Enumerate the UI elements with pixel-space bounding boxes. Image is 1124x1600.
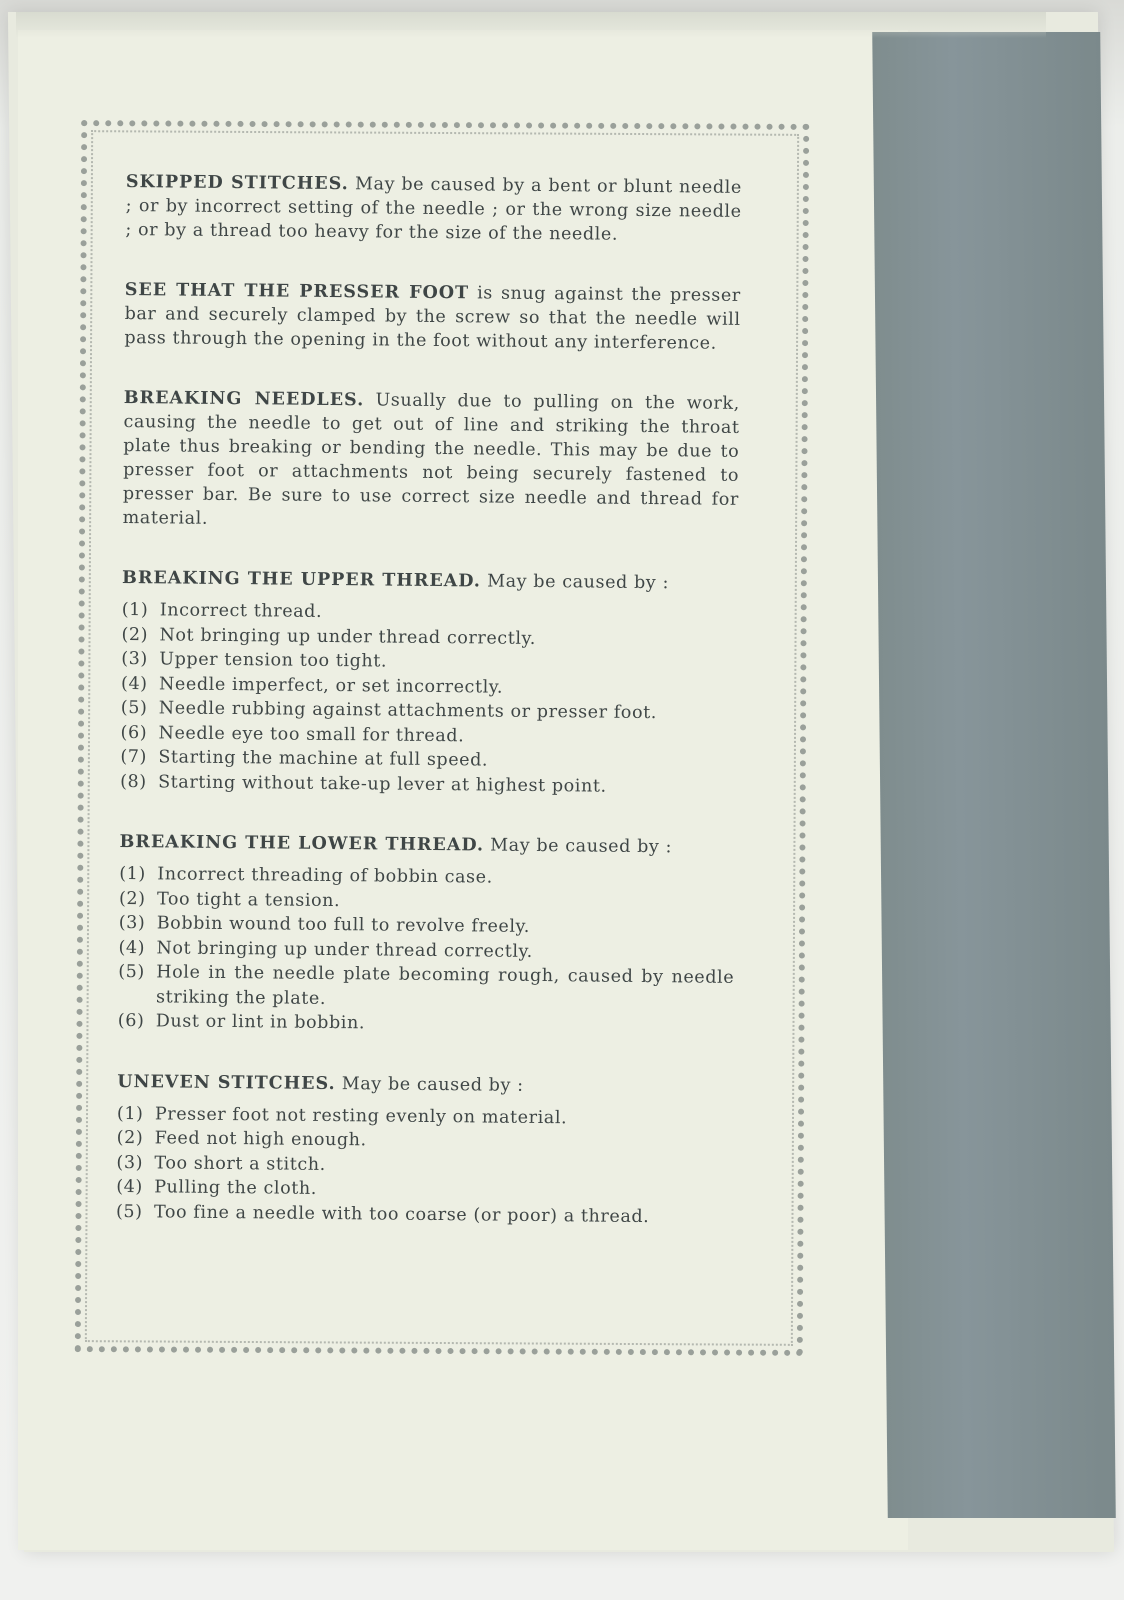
item-number: (5) — [118, 961, 145, 983]
item-text: Starting the machine at full speed. — [158, 747, 489, 771]
item-text: Presser foot not resting evenly on material. — [154, 1103, 568, 1128]
body-breaking-needles: Usually due to pulling on the work, causing the needle to get out of line and striking the throat plate thus breaking or bending the needle. This may be due to presser foot or attachments not being securely fastened to presser bar. Be sure to use correct size needle and thread for material. — [122, 390, 740, 529]
item-text: Not bringing up under thread correctly. — [156, 937, 534, 962]
intro-lower-thread: May be caused by : — [483, 835, 673, 858]
item-text: Feed not high enough. — [154, 1128, 367, 1151]
item-text: Needle rubbing against attachments or presser foot. — [158, 698, 658, 724]
item-text: Upper tension too tight. — [159, 649, 388, 672]
item-text: Too short a stitch. — [154, 1152, 326, 1175]
list-uneven-stitches — [116, 1101, 733, 1229]
heading-presser-foot: SEE THAT THE PRESSER FOOT — [124, 279, 470, 304]
list-item — [118, 960, 734, 1015]
item-text: Dust or lint in bobbin. — [155, 1011, 366, 1034]
item-number: (3) — [118, 912, 146, 934]
item-text: Too tight a tension. — [156, 888, 341, 911]
item-number: (4) — [118, 937, 146, 958]
item-text: Incorrect thread. — [159, 600, 323, 622]
item-number: (5) — [120, 697, 148, 719]
item-number: (2) — [118, 888, 146, 909]
troubleshooting-text — [116, 170, 742, 1230]
body-skipped-stitches: May be caused by a bent or blunt needle ; or by incorrect setting of the needle ; or the wrong size needle ; or by a thread too heavy for the size of the needle. — [125, 174, 742, 245]
booklet-cover-strip — [872, 32, 1116, 1518]
item-text: Pulling the cloth. — [154, 1177, 318, 1199]
item-number: (1) — [121, 599, 149, 621]
item-number: (8) — [120, 771, 147, 792]
heading-uneven-stitches: UNEVEN STITCHES. — [117, 1071, 336, 1094]
paragraph-uneven-stitches — [117, 1069, 733, 1099]
item-number: (5) — [115, 1201, 143, 1222]
paragraph-breaking-needles — [123, 386, 740, 536]
item-number: (6) — [120, 722, 148, 743]
list-lower-thread — [118, 862, 736, 1039]
item-text: Needle eye too small for thread. — [158, 722, 465, 746]
paragraph-skipped-stitches — [125, 170, 742, 248]
list-upper-thread — [120, 598, 738, 800]
paragraph-upper-thread — [122, 566, 738, 596]
paragraph-lower-thread — [119, 830, 735, 860]
item-number: (2) — [116, 1127, 144, 1149]
item-number: (4) — [120, 673, 148, 694]
item-text: Bobbin wound too full to revolve freely. — [156, 913, 531, 937]
item-number: (3) — [116, 1152, 144, 1173]
item-text: Not bringing up under thread correctly. — [159, 624, 537, 649]
heading-upper-thread: BREAKING THE UPPER THREAD. — [121, 567, 482, 592]
intro-uneven-stitches: May be caused by : — [335, 1073, 524, 1096]
intro-upper-thread: May be caused by : — [480, 571, 670, 594]
item-text: Starting without take-up lever at highest point. — [158, 771, 607, 797]
item-number: (2) — [121, 624, 149, 645]
body-presser-foot: is snug against the presser bar and securely clamped by the screw so that the needle will pass through the opening in the foot without any interference. — [124, 283, 741, 354]
item-number: (1) — [119, 863, 146, 885]
item-text: Too fine a needle with too coarse (or poor) a thread. — [153, 1201, 650, 1227]
item-number: (6) — [117, 1010, 145, 1032]
item-text: Hole in the needle plate becoming rough, caused by needle striking the plate. — [155, 962, 735, 1009]
item-number: (4) — [116, 1176, 143, 1198]
paragraph-presser-foot — [124, 278, 741, 356]
item-text: Needle imperfect, or set incorrectly. — [158, 673, 504, 698]
item-number: (7) — [120, 746, 148, 768]
heading-lower-thread: BREAKING THE LOWER THREAD. — [119, 831, 485, 856]
item-number: (3) — [121, 648, 148, 670]
item-number: (1) — [116, 1103, 144, 1124]
heading-skipped-stitches: SKIPPED STITCHES. — [125, 171, 349, 195]
item-text: Incorrect threading of bobbin case. — [157, 864, 493, 888]
heading-breaking-needles: BREAKING NEEDLES. — [123, 387, 365, 411]
